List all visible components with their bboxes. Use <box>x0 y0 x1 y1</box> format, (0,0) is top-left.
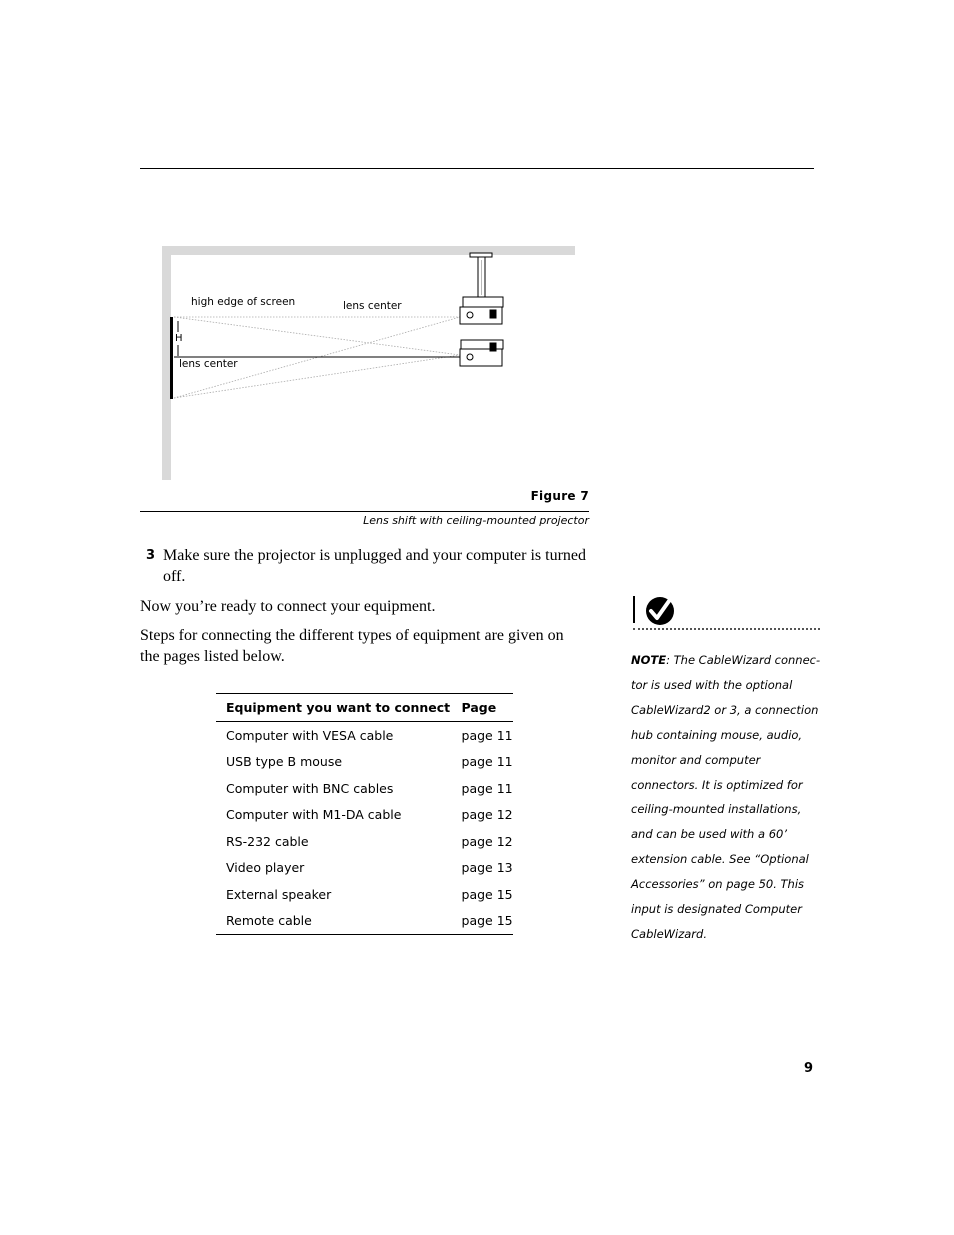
lens-center-left-label: lens center <box>179 358 238 370</box>
equipment-table <box>216 693 513 935</box>
equipment-cell: Computer with M1-DA cable <box>226 807 402 823</box>
equipment-cell: RS-232 cable <box>226 833 309 849</box>
table-row <box>216 775 513 802</box>
ceiling-projector-diagram <box>0 0 954 540</box>
note-divider <box>633 628 820 630</box>
equipment-cell: External speaker <box>226 886 332 902</box>
page-cell: page 15 <box>452 908 513 935</box>
note-text <box>631 648 821 947</box>
column-header-page: Page <box>452 694 513 722</box>
note-body: : The CableWizard connec- tor is used with the optional CableWizard2 or 3, a connection hub containing mouse, audio, monitor and computer connectors. It is optimized for ceiling-mounted installations, and can be used with a 60’ extension cable. See “Optional Accessories” on page 50. This input is designated Computer CableWizard. <box>631 653 821 941</box>
equipment-cell: Computer with BNC cables <box>226 780 394 796</box>
figure-title: Figure 7 <box>530 489 589 503</box>
figure-7 <box>0 0 954 540</box>
table-row <box>216 722 513 749</box>
lower-projector <box>460 340 503 366</box>
lens-center-top-label: lens center <box>343 300 402 312</box>
page-number: 9 <box>803 1061 813 1076</box>
equipment-cell: Video player <box>226 860 305 876</box>
high-edge-label: high edge of screen <box>191 296 296 308</box>
table-row <box>216 749 513 776</box>
table-row <box>216 881 513 908</box>
page-cell: page 12 <box>461 807 513 823</box>
equipment-cell: Remote cable <box>216 908 452 935</box>
step-3 <box>146 545 586 587</box>
page-cell: page 12 <box>461 833 513 849</box>
page-cell: page 15 <box>461 886 513 902</box>
page-cell: page 11 <box>461 780 513 796</box>
page-cell: page 13 <box>461 860 513 876</box>
step-number: 3 <box>146 548 156 563</box>
table-row <box>216 802 513 829</box>
table-row <box>216 828 513 855</box>
step-text: Make sure the projector is unplugged and your computer is turned off. <box>163 547 586 585</box>
page-cell: page 11 <box>461 754 513 770</box>
header-rule <box>140 168 814 169</box>
page-cell: page 11 <box>461 727 513 743</box>
equipment-cell: Computer with VESA cable <box>226 727 394 743</box>
equipment-cell: USB type B mouse <box>226 754 343 770</box>
note-label: NOTE <box>631 653 667 667</box>
table-row <box>216 908 513 935</box>
figure-caption: Lens shift with ceiling-mounted projector <box>363 514 589 527</box>
steps-paragraph: Steps for connecting the different types of equipment are given on the pages listed below. <box>140 627 564 665</box>
note-checkmark-icon <box>632 595 682 627</box>
column-header-equipment: Equipment you want to connect <box>216 694 452 722</box>
h-marker-label: H <box>175 333 183 344</box>
table-header-row <box>216 694 513 722</box>
figure-rule <box>140 511 589 512</box>
upper-projector <box>460 297 503 324</box>
ready-paragraph: Now you’re ready to connect your equipment. <box>140 598 436 615</box>
table-row <box>216 855 513 882</box>
